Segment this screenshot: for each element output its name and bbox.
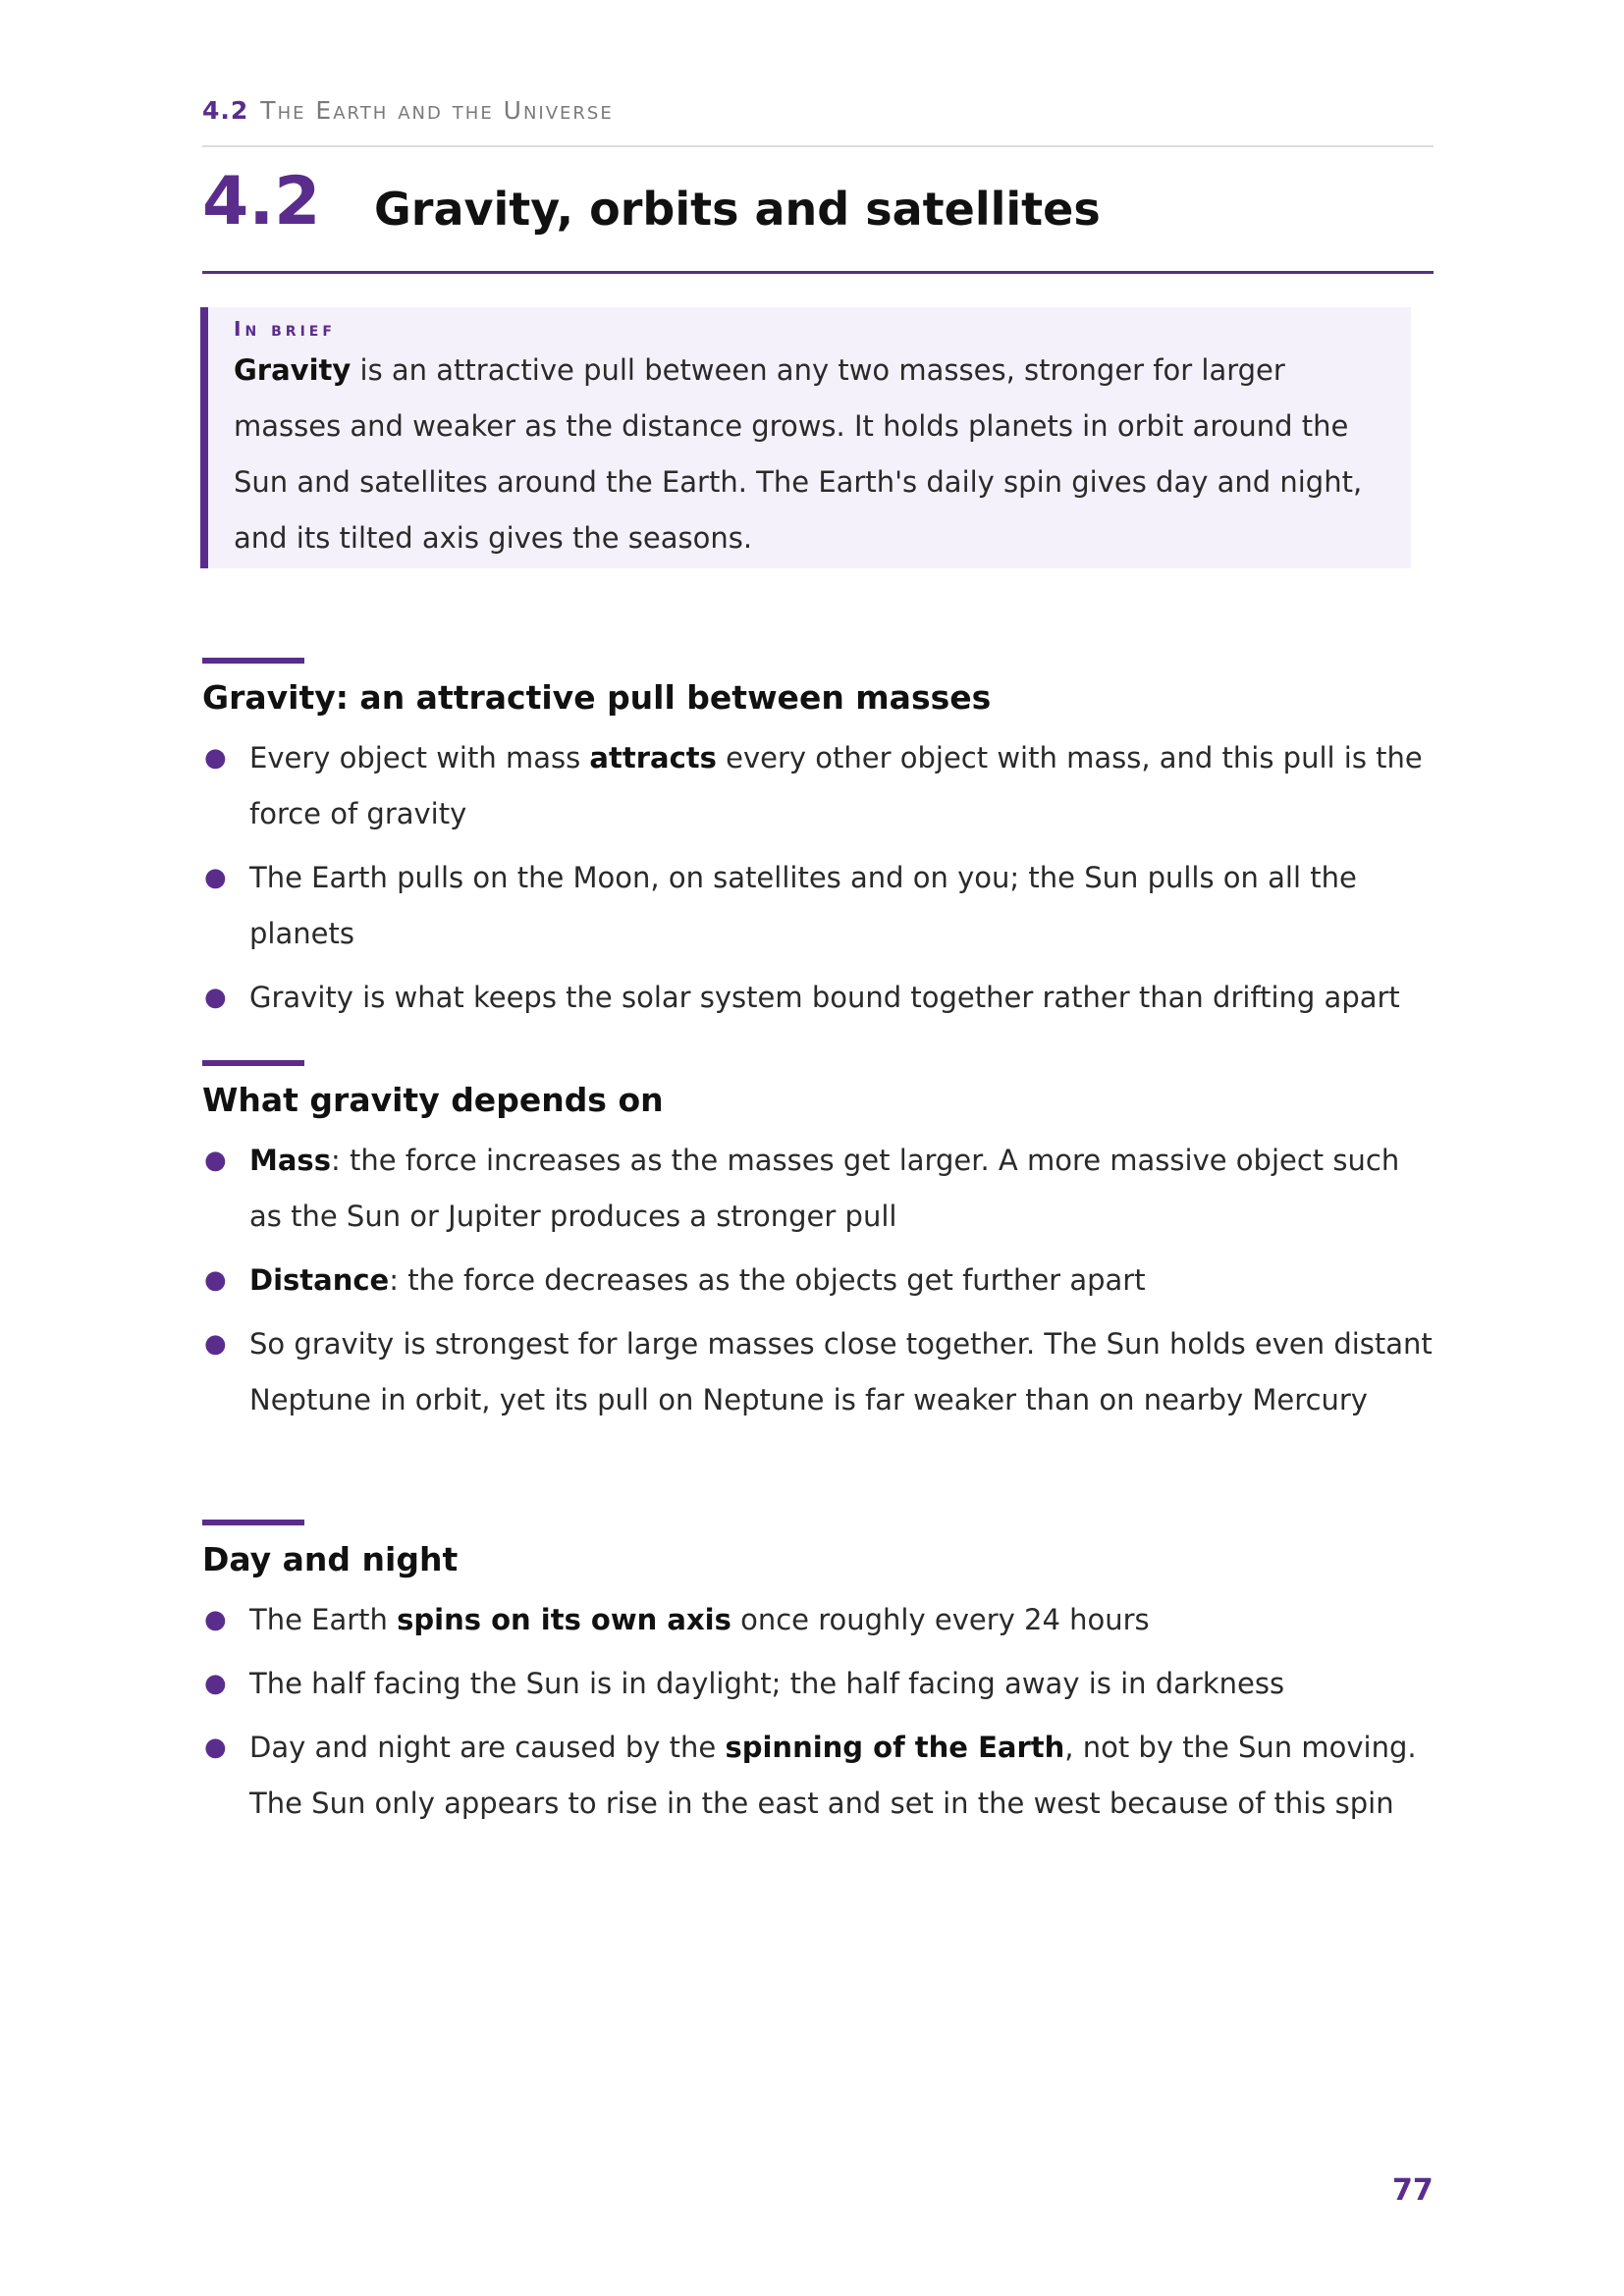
bullet-icon: ● [204, 743, 227, 773]
list-item: ● Distance: the force decreases as the objects get further apart [202, 1253, 1439, 1308]
section-day-night [202, 1520, 1439, 1840]
running-head-number: 4.2 [202, 96, 249, 125]
bullet-icon: ● [204, 1733, 227, 1762]
bullet-icon: ● [204, 983, 227, 1012]
section-gravity-pull [202, 658, 1439, 1034]
bullet-icon: ● [204, 1146, 227, 1175]
bullet-icon: ● [204, 1605, 227, 1634]
bullet-icon: ● [204, 1329, 227, 1359]
chapter-header [202, 159, 1434, 274]
bullet-icon: ● [204, 1669, 227, 1698]
list-item: ● Gravity is what keeps the solar system bound together rather than drifting apart [202, 970, 1439, 1026]
bullet-list [202, 730, 1439, 1026]
bullet-list [202, 1133, 1439, 1428]
in-brief-body: is an attractive pull between any two masses, stronger for larger masses and weaker as the distance grows. It holds planets in orbit around the Sun and satellites around the Earth. The Earth's daily spin gives day and night, and its tilted axis gives the seasons. [234, 353, 1363, 555]
chapter-number: 4.2 [202, 163, 321, 240]
section-rule [202, 658, 304, 664]
section-heading: Day and night [202, 1540, 459, 1578]
list-item: ● Day and night are caused by the spinning of the Earth, not by the Sun moving. The Sun only appears to rise in the east and set in the west because of this spin [202, 1720, 1439, 1832]
list-item: ● The Earth spins on its own axis once roughly every 24 hours [202, 1592, 1439, 1648]
section-rule [202, 1060, 304, 1066]
list-item: ● Every object with mass attracts every other object with mass, and this pull is the force of gravity [202, 730, 1439, 842]
running-head [202, 96, 1434, 147]
in-brief-text [234, 343, 1391, 566]
section-rule [202, 1520, 304, 1525]
list-item: ● So gravity is strongest for large masses close together. The Sun holds even distant Neptune in orbit, yet its pull on Neptune is far weaker than on nearby Mercury [202, 1316, 1439, 1428]
chapter-title: Gravity, orbits and satellites [374, 183, 1101, 236]
list-item: ● The half facing the Sun is in daylight; the half facing away is in darkness [202, 1656, 1439, 1712]
list-item: ● The Earth pulls on the Moon, on satellites and on you; the Sun pulls on all the planets [202, 850, 1439, 962]
in-brief-box [200, 307, 1411, 568]
page-number: 77 [1392, 2173, 1434, 2208]
list-item: ● Mass: the force increases as the masses get larger. A more massive object such as the Sun or Jupiter produces a stronger pull [202, 1133, 1439, 1245]
running-head-title: The Earth and the Universe [260, 96, 614, 125]
bullet-icon: ● [204, 863, 227, 892]
bullet-icon: ● [204, 1265, 227, 1295]
bullet-list [202, 1592, 1439, 1832]
section-gravity-depends [202, 1060, 1439, 1436]
in-brief-label: In brief [234, 317, 336, 341]
section-heading: What gravity depends on [202, 1081, 664, 1119]
in-brief-term: Gravity [234, 353, 352, 387]
section-heading: Gravity: an attractive pull between masses [202, 678, 992, 717]
